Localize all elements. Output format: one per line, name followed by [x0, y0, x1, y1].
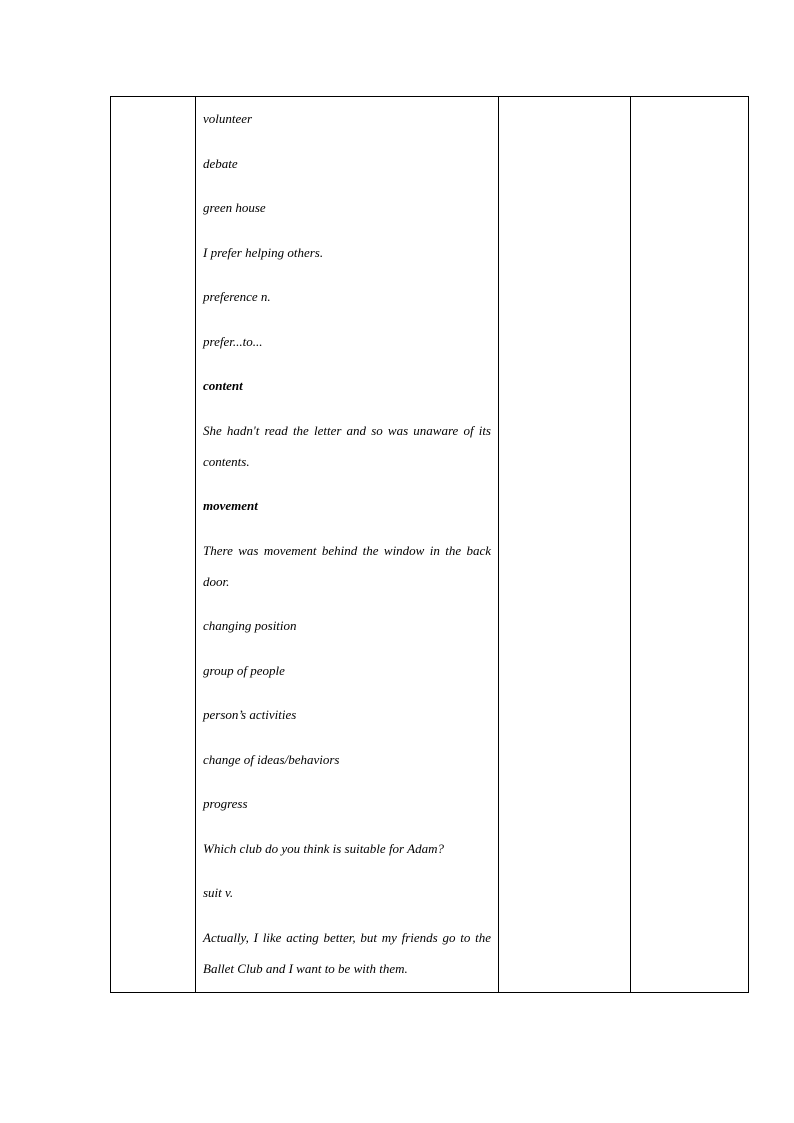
content-line: preference n.: [203, 289, 271, 304]
content-line: prefer...to...: [203, 333, 263, 349]
table-cell-activity: [499, 97, 631, 993]
content-line: content: [203, 378, 243, 393]
table-cell-step: [111, 97, 196, 993]
content-line: change of ideas/behaviors: [203, 751, 340, 767]
content-line: progress: [203, 796, 248, 811]
content-line: debate: [203, 155, 238, 171]
content-line: Which club do you think is suitable for Adam?: [203, 840, 444, 856]
table-row: [111, 97, 749, 993]
lesson-plan-table: [110, 96, 749, 993]
content-line: group of people: [203, 662, 285, 678]
content-line: changing position: [203, 618, 297, 633]
content-line: movement: [203, 498, 258, 513]
content-line: green house: [203, 200, 266, 215]
content-line: Actually, I like acting better, but my friends go to the Ballet Club and I want to be with them.: [203, 929, 491, 976]
table-cell-content: [196, 97, 499, 993]
table-cell-notes: [631, 97, 749, 993]
content-line: I prefer helping others.: [203, 244, 324, 260]
content-line: suit v.: [203, 885, 234, 900]
content-line: person’s activities: [203, 707, 297, 722]
content-line: She hadn't read the letter and so was unaware of its contents.: [203, 422, 491, 469]
content-line: volunteer: [203, 111, 253, 126]
content-line: There was movement behind the window in the back door.: [203, 542, 491, 589]
content-lines: [203, 103, 491, 984]
